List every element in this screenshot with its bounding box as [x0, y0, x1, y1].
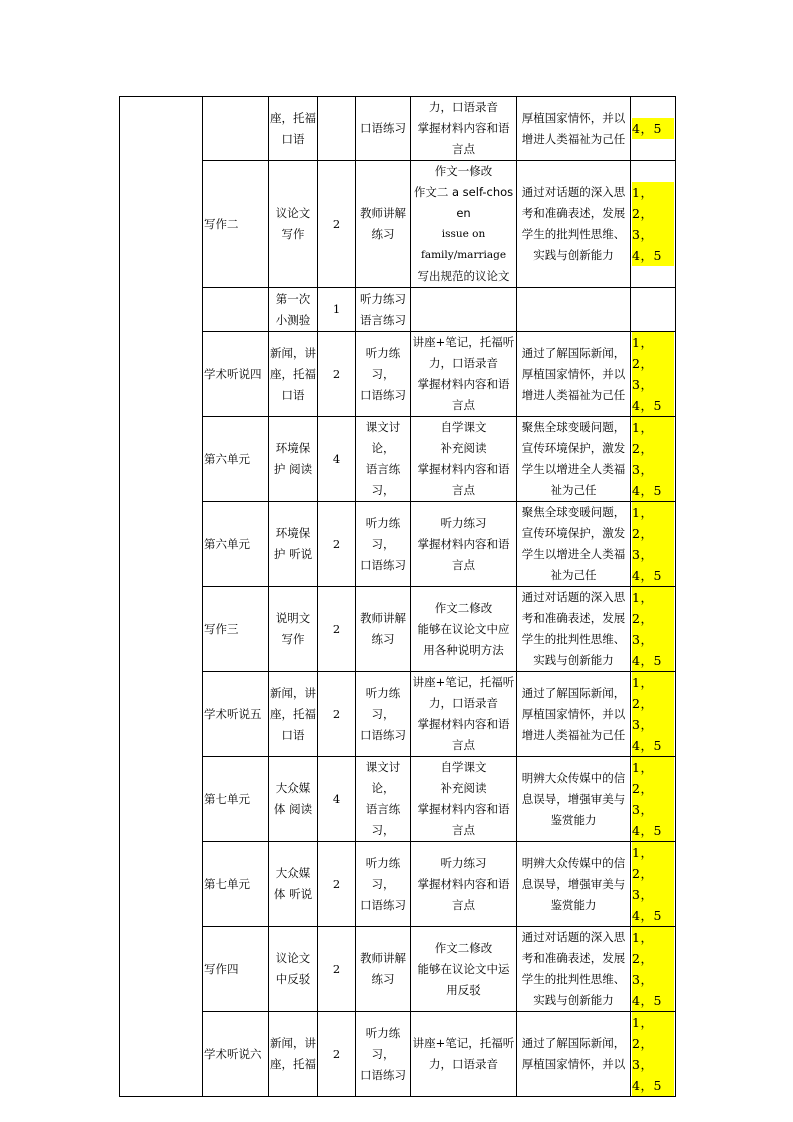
content-line: 讲座+笔记，托福听	[412, 675, 515, 689]
topic-line: 座，托福	[270, 1057, 316, 1071]
name-cell	[203, 417, 269, 502]
form-line: 听力练习	[360, 291, 406, 306]
content-line: 言点	[452, 483, 475, 497]
goal-line: 通过了解国际新闻，	[521, 1036, 626, 1050]
topic-line: 新闻，讲	[270, 345, 316, 360]
obj-line: 4，5	[632, 480, 674, 501]
obj-line: 1，2，3，	[632, 927, 674, 990]
content-line: 掌握材料内容和语	[417, 377, 510, 391]
content-line: 言点	[452, 142, 475, 156]
obj-cell	[631, 97, 676, 161]
goal-line: 祉为己任	[550, 568, 597, 582]
name-cell	[203, 97, 269, 161]
hours-cell	[318, 842, 356, 927]
topic-line: 环境保	[275, 441, 311, 455]
table-row	[120, 417, 676, 502]
obj-line: 4，5	[632, 650, 674, 671]
content-cell	[411, 288, 517, 332]
content-cell	[411, 97, 517, 161]
obj-line: 4，5	[632, 905, 674, 926]
goal-line: 增进人类福祉为己任	[521, 131, 626, 146]
name-text: 学术听说五	[204, 706, 262, 721]
blank-cell	[120, 842, 203, 927]
table-body	[120, 97, 676, 1097]
form-cell	[356, 97, 411, 161]
topic-cell	[269, 161, 318, 288]
goal-line: 明辨大众传媒中的信	[521, 855, 626, 870]
topic-line: 中反驳	[275, 972, 311, 986]
content-cell	[411, 587, 517, 672]
form-line: 语言练习	[360, 312, 406, 327]
goal-line: 学生的批判性思维、	[521, 632, 626, 646]
form-line: 课文讨论，	[365, 420, 401, 455]
topic-cell	[269, 672, 318, 757]
topic-line: 座，托福	[270, 706, 316, 721]
goal-line: 学生的批判性思维、	[521, 227, 626, 241]
obj-cell	[631, 417, 676, 502]
topic-line: 新闻，讲	[270, 1036, 316, 1050]
goal-cell	[517, 1012, 631, 1097]
goal-line: 增进人类福祉为己任	[521, 727, 626, 742]
topic-line: 护 阅读	[273, 462, 313, 476]
goal-line: 通过了解国际新闻，	[521, 685, 626, 700]
obj-cell	[631, 842, 676, 927]
form-line: 教师讲解	[360, 206, 406, 220]
goal-line: 学生以增进全人类福	[521, 462, 626, 476]
obj-line: 4，5	[632, 245, 674, 266]
content-line: 言点	[452, 823, 475, 837]
goal-cell	[517, 502, 631, 587]
hours-cell	[318, 417, 356, 502]
form-line: 听力练习，	[365, 515, 401, 551]
goal-line: 实践与创新能力	[533, 248, 614, 262]
form-line: 听力练习，	[365, 685, 401, 721]
content-cell	[411, 1012, 517, 1097]
topic-line: 议论文	[275, 206, 311, 220]
obj-cell	[631, 288, 676, 332]
obj-cell	[631, 332, 676, 417]
content-line: 力，口语录音	[429, 356, 498, 370]
hours-text: 1	[332, 302, 341, 316]
content-line: 力，口语录音	[429, 1057, 498, 1071]
topic-line: 小测验	[275, 312, 311, 327]
content-line: 掌握材料内容和语	[417, 462, 510, 476]
form-line: 口语练习	[360, 1067, 406, 1082]
form-cell	[356, 288, 411, 332]
topic-cell	[269, 417, 318, 502]
goal-line: 通过对话题的深入思	[521, 590, 626, 604]
form-line: 教师讲解	[360, 611, 406, 625]
name-text: 学术听说四	[204, 366, 262, 381]
content-line: family/marriage	[420, 249, 507, 261]
hours-cell	[318, 332, 356, 417]
topic-line: 说明文	[275, 611, 311, 625]
obj-cell	[631, 161, 676, 288]
name-text: 写作四	[204, 961, 239, 976]
content-line: 作文一修改	[434, 164, 493, 178]
blank-cell	[120, 161, 203, 288]
name-text: 第七单元	[204, 791, 250, 806]
name-cell	[203, 927, 269, 1012]
name-text: 第六单元	[204, 451, 250, 466]
content-cell	[411, 672, 517, 757]
goal-line: 通过了解国际新闻，	[521, 345, 626, 360]
topic-line: 体 阅读	[273, 802, 313, 816]
obj-cell	[631, 1012, 676, 1097]
goal-line: 宣传环境保护，激发	[521, 441, 626, 455]
topic-cell	[269, 502, 318, 587]
content-line: 听力练习	[440, 515, 487, 530]
topic-line: 护 听说	[273, 547, 313, 561]
form-line: 口语练习	[360, 897, 406, 912]
topic-line: 写作	[281, 227, 305, 241]
topic-line: 体 听说	[273, 887, 313, 901]
topic-line: 座，托福	[270, 110, 316, 125]
content-line: 作文二 a self-chosen	[413, 185, 514, 220]
form-line: 练习	[371, 972, 395, 986]
goal-line: 通过对话题的深入思	[521, 930, 626, 944]
blank-cell	[120, 1012, 203, 1097]
topic-cell	[269, 97, 318, 161]
topic-line: 大众媒	[275, 866, 311, 880]
form-line: 口语练习	[360, 121, 406, 135]
obj-line: 1，2，3，	[632, 672, 674, 735]
blank-cell	[120, 288, 203, 332]
topic-cell	[269, 587, 318, 672]
goal-line: 考和准确表述，发展	[521, 206, 626, 220]
content-cell	[411, 332, 517, 417]
topic-line: 第一次	[275, 291, 311, 306]
blank-cell	[120, 417, 203, 502]
table-row	[120, 288, 676, 332]
name-text: 学术听说六	[204, 1046, 262, 1061]
hours-text: 2	[332, 536, 341, 551]
obj-line: 1，2，3，	[632, 417, 674, 480]
hours-text: 4	[332, 451, 341, 466]
form-line: 语言练习，	[365, 462, 401, 497]
name-cell	[203, 288, 269, 332]
content-line: 自学课文	[440, 760, 487, 774]
topic-line: 口语	[281, 727, 305, 742]
goal-line: 实践与创新能力	[533, 653, 614, 667]
goal-cell	[517, 842, 631, 927]
obj-line: 1，2，3，	[632, 1012, 674, 1075]
name-cell	[203, 161, 269, 288]
table-row	[120, 1012, 676, 1097]
content-line: 掌握材料内容和语	[417, 536, 510, 551]
topic-line: 新闻，讲	[270, 685, 316, 700]
hours-cell	[318, 161, 356, 288]
form-line: 练习	[371, 632, 395, 646]
form-cell	[356, 502, 411, 587]
goal-line: 实践与创新能力	[533, 993, 614, 1007]
goal-cell	[517, 587, 631, 672]
content-line: 掌握材料内容和语	[417, 717, 510, 731]
name-cell	[203, 332, 269, 417]
content-cell	[411, 757, 517, 842]
obj-line: 1，2，3，	[632, 332, 674, 395]
name-text: 写作三	[204, 621, 239, 636]
form-cell	[356, 672, 411, 757]
topic-cell	[269, 332, 318, 417]
topic-cell	[269, 1012, 318, 1097]
content-line: 讲座+笔记，托福听	[412, 335, 515, 349]
form-cell	[356, 332, 411, 417]
obj-line: 1，2，3，	[632, 757, 674, 820]
goal-cell	[517, 97, 631, 161]
form-line: 听力练习，	[365, 345, 401, 381]
obj-line: 1，2，3，	[632, 587, 674, 650]
content-line: 掌握材料内容和语	[417, 802, 510, 816]
goal-line: 学生以增进全人类福	[521, 547, 626, 561]
name-cell	[203, 757, 269, 842]
form-line: 听力练习，	[365, 855, 401, 891]
goal-line: 鉴赏能力	[550, 812, 597, 827]
hours-cell	[318, 587, 356, 672]
goal-line: 祉为己任	[550, 483, 597, 497]
table-row	[120, 927, 676, 1012]
content-line: 自学课文	[440, 420, 487, 434]
content-line: 掌握材料内容和语	[417, 121, 510, 135]
form-cell	[356, 1012, 411, 1097]
topic-line: 环境保	[275, 526, 311, 540]
form-line: 口语练习	[360, 387, 406, 402]
blank-cell	[120, 927, 203, 1012]
hours-text: 2	[332, 216, 341, 231]
form-line: 口语练习	[360, 557, 406, 572]
goal-line: 增进人类福祉为己任	[521, 387, 626, 402]
form-line: 练习	[371, 227, 395, 241]
content-line: 补充阅读	[440, 441, 487, 455]
hours-text: 2	[332, 961, 341, 976]
goal-cell	[517, 757, 631, 842]
topic-line: 写作	[281, 632, 305, 646]
topic-line: 座，托福	[270, 366, 316, 381]
hours-text: 2	[332, 706, 341, 721]
hours-cell	[318, 97, 356, 161]
name-cell	[203, 502, 269, 587]
hours-cell	[318, 672, 356, 757]
hours-cell	[318, 927, 356, 1012]
content-cell	[411, 417, 517, 502]
goal-cell	[517, 332, 631, 417]
goal-cell	[517, 672, 631, 757]
obj-line: 1，2，3，	[632, 842, 674, 905]
table-row	[120, 672, 676, 757]
topic-cell	[269, 288, 318, 332]
content-cell	[411, 842, 517, 927]
content-line: 掌握材料内容和语	[417, 876, 510, 891]
goal-line: 聚焦全球变暖问题，	[521, 505, 626, 519]
obj-cell	[631, 757, 676, 842]
obj-cell	[631, 587, 676, 672]
hours-cell	[318, 288, 356, 332]
form-cell	[356, 587, 411, 672]
goal-line: 鉴赏能力	[550, 897, 597, 912]
goal-line: 厚植国家情怀，并以	[521, 1057, 626, 1071]
goal-cell	[517, 417, 631, 502]
goal-cell	[517, 288, 631, 332]
name-text: 写作二	[204, 216, 239, 231]
hours-cell	[318, 1012, 356, 1097]
obj-line: 4，5	[632, 735, 674, 756]
obj-cell	[631, 672, 676, 757]
goal-cell	[517, 927, 631, 1012]
hours-cell	[318, 502, 356, 587]
hours-text: 2	[332, 366, 341, 381]
name-text: 第七单元	[204, 876, 250, 891]
table-row	[120, 332, 676, 417]
name-cell	[203, 587, 269, 672]
topic-line: 口语	[281, 387, 305, 402]
form-cell	[356, 161, 411, 288]
content-line: 作文二修改	[434, 940, 493, 955]
table-row	[120, 587, 676, 672]
content-line: 能够在议论文中应	[417, 621, 510, 636]
obj-line: 4，5	[632, 395, 674, 416]
obj-cell	[631, 502, 676, 587]
name-cell	[203, 1012, 269, 1097]
goal-line: 学生的批判性思维、	[521, 972, 626, 986]
form-line: 语言练习，	[365, 802, 401, 837]
content-cell	[411, 161, 517, 288]
table-row	[120, 97, 676, 161]
blank-cell	[120, 672, 203, 757]
topic-line: 大众媒	[275, 781, 311, 795]
blank-cell	[120, 332, 203, 417]
topic-line: 口语	[281, 131, 305, 146]
content-line: 能够在议论文中运	[417, 961, 510, 976]
goal-line: 明辨大众传媒中的信	[521, 770, 626, 785]
hours-text: 2	[332, 1046, 341, 1061]
goal-line: 厚植国家情怀，并以	[521, 706, 626, 721]
syllabus-table	[119, 96, 676, 1097]
form-line: 教师讲解	[360, 951, 406, 965]
goal-line: 宣传环境保护，激发	[521, 526, 626, 540]
goal-line: 厚植国家情怀，并以	[521, 366, 626, 381]
content-line: 言点	[452, 398, 475, 412]
content-line: 言点	[452, 738, 475, 752]
goal-line: 息误导，增强审美与	[521, 791, 626, 806]
name-text: 第六单元	[204, 536, 250, 551]
content-line: 讲座+笔记，托福听	[412, 1036, 515, 1050]
content-line: 言点	[452, 897, 475, 912]
obj-line: 4，5	[632, 990, 674, 1011]
content-cell	[411, 927, 517, 1012]
obj-line: 4，5	[632, 820, 674, 841]
hours-text: 2	[332, 876, 341, 891]
content-line: 听力练习	[440, 855, 487, 870]
blank-cell	[120, 587, 203, 672]
content-line: 用各种说明方法	[423, 642, 504, 657]
content-line: 作文二修改	[434, 600, 493, 615]
obj-line: 1，2，3，	[632, 502, 674, 565]
name-cell	[203, 842, 269, 927]
table-row	[120, 757, 676, 842]
goal-line: 考和准确表述，发展	[521, 611, 626, 625]
table-row	[120, 842, 676, 927]
topic-cell	[269, 927, 318, 1012]
obj-cell	[631, 927, 676, 1012]
form-line: 口语练习	[360, 727, 406, 742]
goal-line: 息误导，增强审美与	[521, 876, 626, 891]
hours-text: 2	[332, 621, 341, 636]
topic-cell	[269, 842, 318, 927]
topic-line: 议论文	[275, 951, 311, 965]
goal-line: 考和准确表述，发展	[521, 951, 626, 965]
blank-cell	[120, 757, 203, 842]
topic-cell	[269, 757, 318, 842]
goal-line: 厚植国家情怀，并以	[521, 110, 626, 125]
goal-line: 聚焦全球变暖问题，	[521, 420, 626, 434]
content-cell	[411, 502, 517, 587]
blank-cell	[120, 97, 203, 161]
content-line: 言点	[452, 557, 475, 572]
goal-line: 通过对话题的深入思	[521, 185, 626, 199]
content-line: issue on	[441, 228, 486, 240]
form-cell	[356, 927, 411, 1012]
obj-line: 4，5	[632, 118, 674, 139]
content-line: 力，口语录音	[429, 100, 498, 114]
form-line: 听力练习，	[365, 1025, 401, 1061]
obj-line: 4，5	[632, 565, 674, 586]
blank-cell	[120, 502, 203, 587]
form-cell	[356, 842, 411, 927]
form-line: 课文讨论，	[365, 760, 401, 795]
table-row	[120, 161, 676, 288]
content-line: 用反驳	[446, 982, 481, 997]
content-line: 补充阅读	[440, 781, 487, 795]
obj-line: 1，2，3，	[632, 182, 674, 245]
hours-text: 4	[332, 791, 341, 806]
name-cell	[203, 672, 269, 757]
hours-cell	[318, 757, 356, 842]
form-cell	[356, 417, 411, 502]
content-line: 力，口语录音	[429, 696, 498, 710]
content-line: 写出规范的议论文	[417, 269, 510, 283]
goal-cell	[517, 161, 631, 288]
form-cell	[356, 757, 411, 842]
table-row	[120, 502, 676, 587]
obj-line: 4，5	[632, 1075, 674, 1096]
